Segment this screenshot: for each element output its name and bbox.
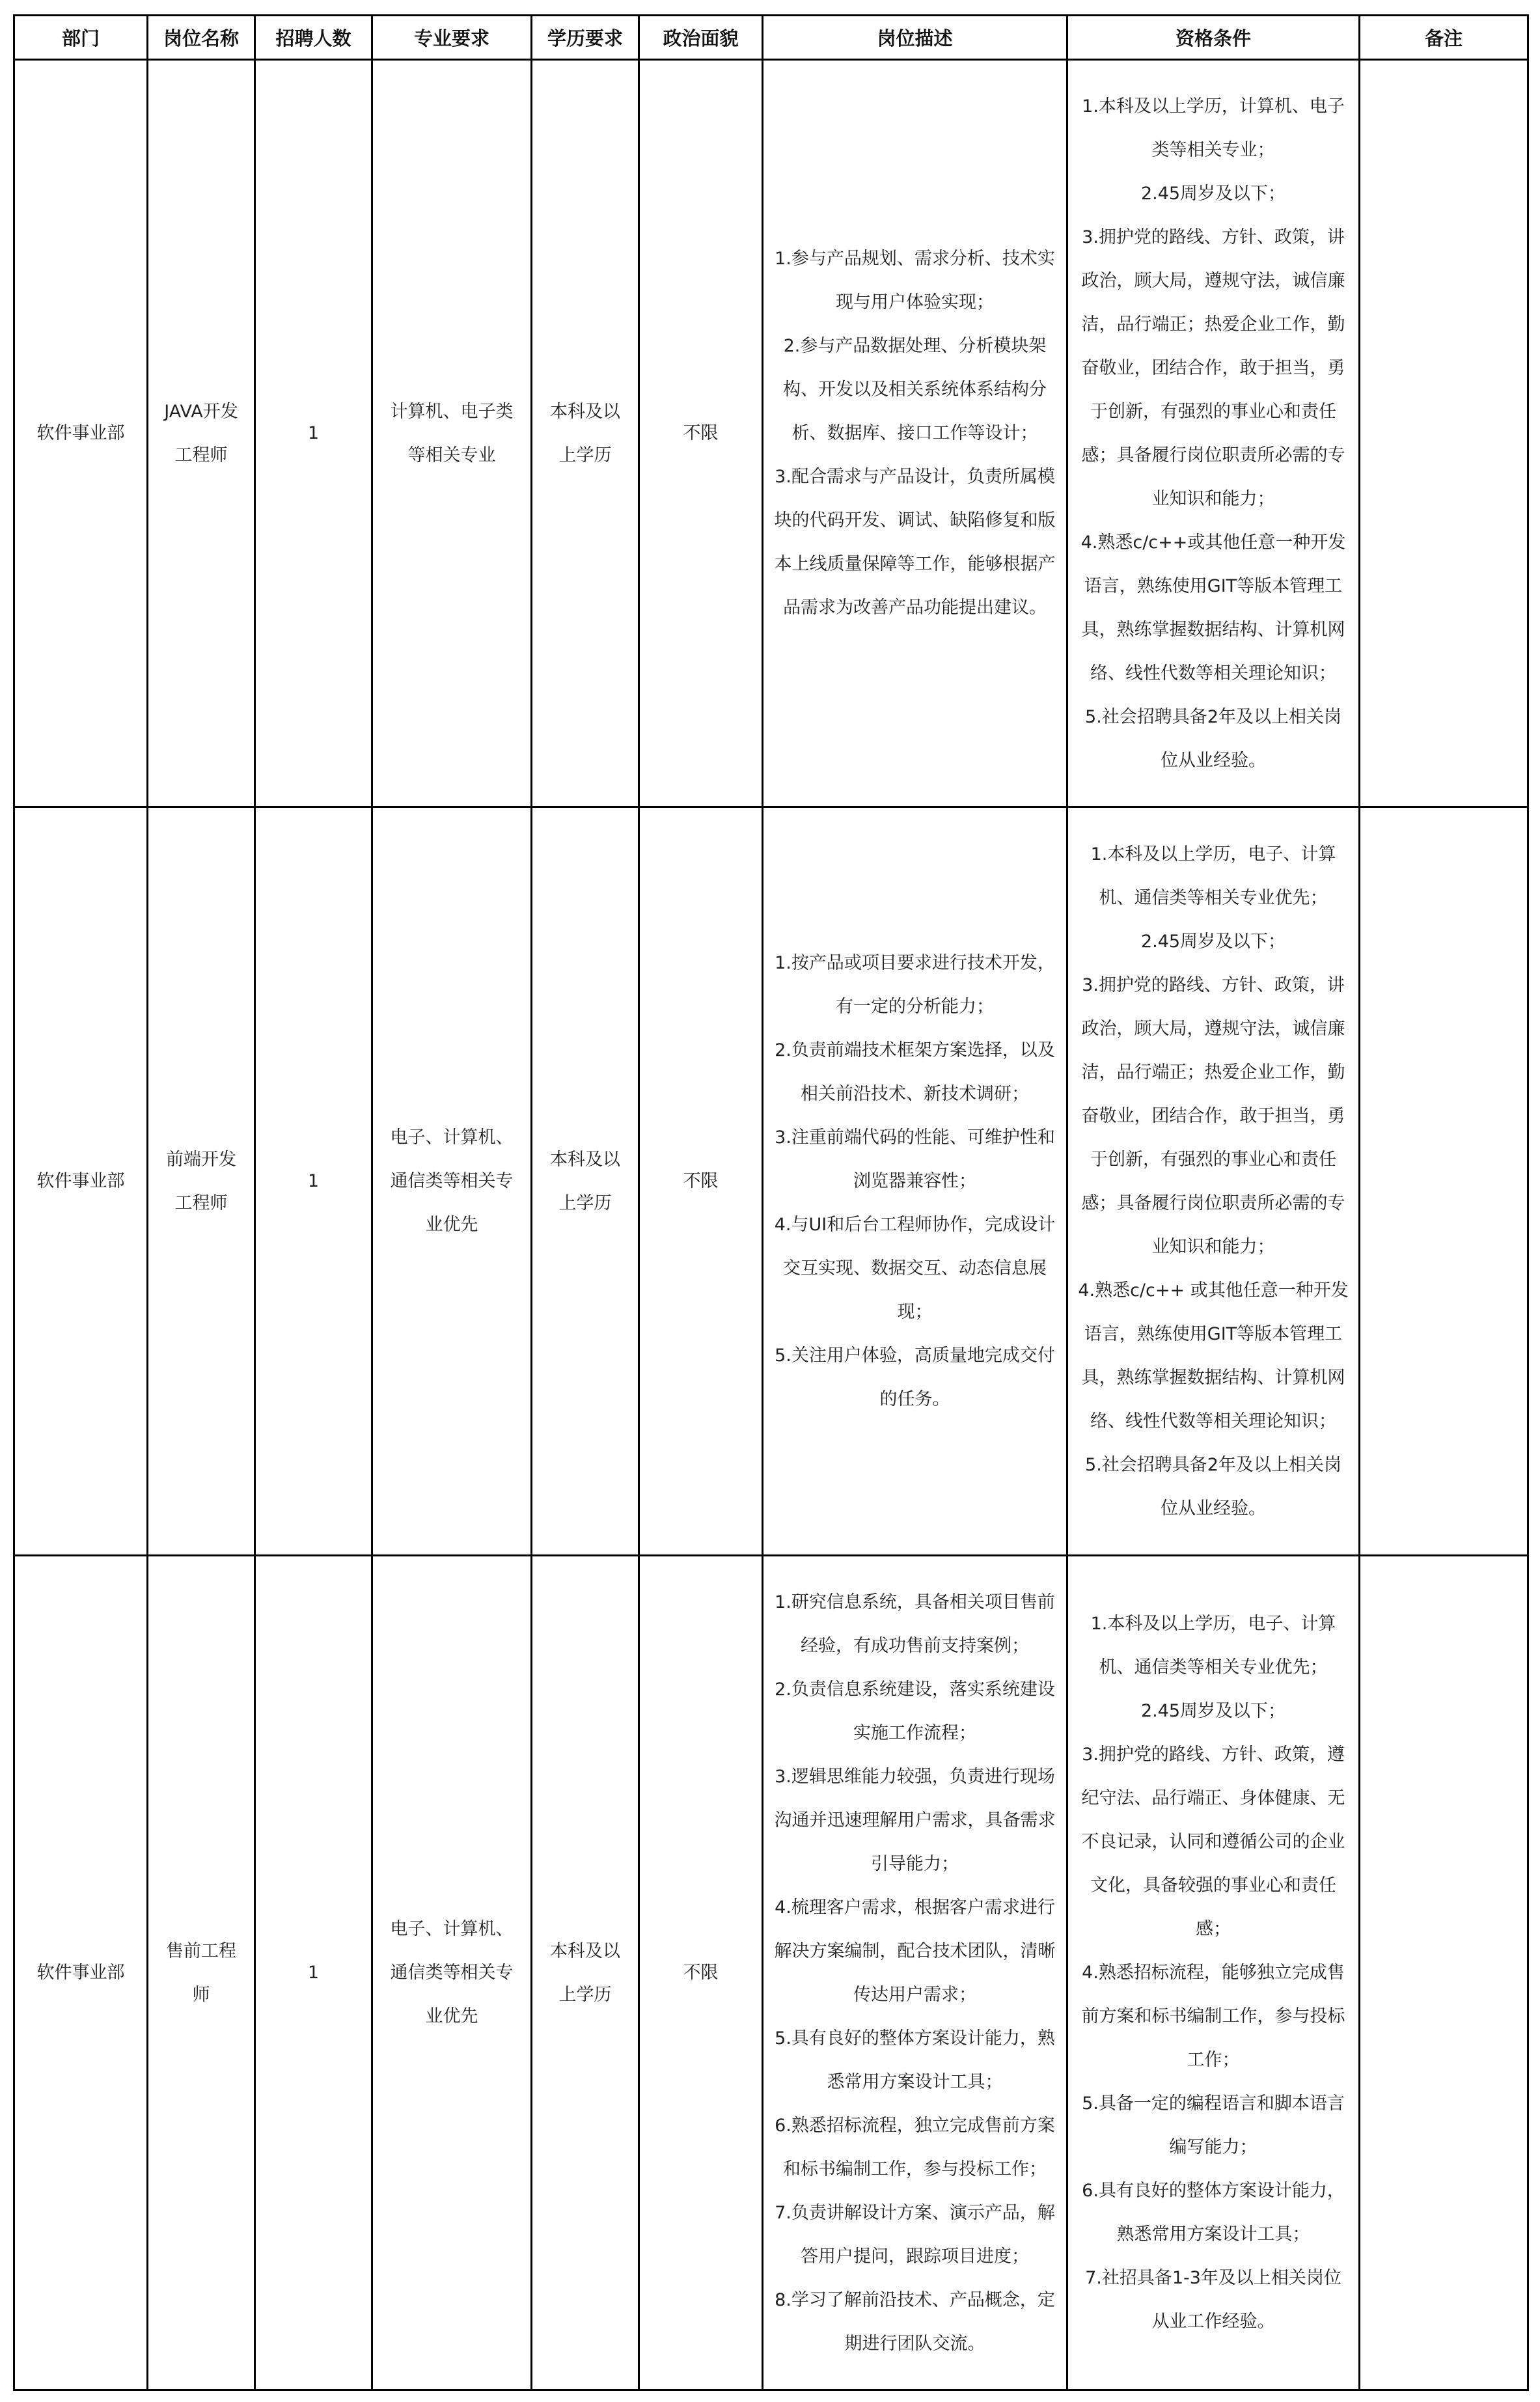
qualification-item: 2.45周岁及以下； [1140, 931, 1286, 952]
header-major: 专业要求 [372, 16, 532, 60]
table-row [14, 60, 1528, 807]
cell-major: 计算机、电子类等相关专业 [372, 60, 532, 807]
description-item: 8.学习了解前沿技术、产品概念，定期进行团队交流。 [775, 2289, 1055, 2354]
cell-education: 本科及以上学历 [532, 60, 639, 807]
cell-qualifications [1067, 1556, 1360, 2390]
description-item: 2.负责前端技术框架方案选择，以及相关前沿技术、新技术调研； [775, 1040, 1055, 1104]
cell-remarks [1360, 60, 1528, 807]
header-department: 部门 [14, 16, 148, 60]
cell-position: JAVA开发工程师 [148, 60, 255, 807]
qualification-item: 5.社会招聘具备2年及以上相关岗位从业经验。 [1085, 706, 1341, 771]
qualification-item: 2.45周岁及以下； [1140, 183, 1286, 204]
qualification-item: 1.本科及以上学历，电子、计算机、通信类等相关专业优先； [1090, 1614, 1336, 1677]
cell-education: 本科及以上学历 [532, 1556, 639, 2390]
cell-position: 售前工程师 [148, 1556, 255, 2390]
qualification-item: 3.拥护党的路线、方针、政策，讲政治，顾大局，遵规守法，诚信廉洁，品行端正；热爱企业工作，勤奋敬业，团结合作，敢于担当，勇于创新，有强烈的事业心和责任感；具备履行岗位职责所必需的专业知识和能力； [1081, 227, 1345, 509]
description-item: 2.参与产品数据处理、分析模块架构、开发以及相关系统体系结构分析、数据库、接口工作等设计； [783, 336, 1047, 443]
header-remarks: 备注 [1360, 16, 1528, 60]
qualification-item: 4.熟悉c/c++或其他任意一种开发语言，熟练使用GIT等版本管理工具，熟练掌握数据结构、计算机网络、线性代数等相关理论知识； [1080, 532, 1346, 683]
cell-department: 软件事业部 [14, 60, 148, 807]
cell-political-status: 不限 [639, 60, 763, 807]
header-qualifications: 资格条件 [1067, 16, 1360, 60]
cell-description [763, 1556, 1067, 2390]
cell-description [763, 60, 1067, 807]
description-item: 1.按产品或项目要求进行技术开发，有一定的分析能力； [775, 953, 1055, 1017]
cell-qualifications [1067, 807, 1360, 1556]
cell-description [763, 807, 1067, 1556]
recruitment-table [13, 14, 1529, 2391]
table-row [14, 807, 1528, 1556]
cell-qualifications [1067, 60, 1360, 807]
cell-headcount: 1 [255, 807, 372, 1556]
qualification-item: 3.拥护党的路线、方针、政策，讲政治，顾大局，遵规守法，诚信廉洁，品行端正；热爱企业工作，勤奋敬业，团结合作，敢于担当，勇于创新，有强烈的事业心和责任感；具备履行岗位职责所必需的专业知识和能力； [1081, 974, 1345, 1257]
qualification-item: 1.本科及以上学历，电子、计算机、通信类等相关专业优先； [1090, 844, 1336, 908]
table-row [14, 1556, 1528, 2390]
qualification-item: 4.熟悉c/c++ 或其他任意一种开发语言，熟练使用GIT等版本管理工具，熟练掌握数据结构、计算机网络、线性代数等相关理论知识； [1078, 1280, 1349, 1431]
header-position: 岗位名称 [148, 16, 255, 60]
description-item: 3.逻辑思维能力较强，负责进行现场沟通并迅速理解用户需求，具备需求引导能力； [774, 1766, 1056, 1874]
cell-headcount: 1 [255, 1556, 372, 2390]
qualification-item: 6.具有良好的整体方案设计能力，熟悉常用方案设计工具； [1082, 2181, 1345, 2244]
cell-major: 电子、计算机、通信类等相关专业优先 [372, 1556, 532, 2390]
qualification-item: 3.拥护党的路线、方针、政策，遵纪守法、品行端正、身体健康、无不良记录，认同和遵循公司的企业文化，具备较强的事业心和责任感； [1081, 1745, 1345, 1939]
description-item: 3.注重前端代码的性能、可维护性和浏览器兼容性； [775, 1127, 1055, 1191]
cell-remarks [1360, 1556, 1528, 2390]
cell-department: 软件事业部 [14, 1556, 148, 2390]
qualification-item: 1.本科及以上学历，计算机、电子类等相关专业； [1082, 96, 1345, 160]
description-item: 7.负责讲解设计方案、演示产品，解答用户提问，跟踪项目进度； [775, 2202, 1055, 2267]
cell-political-status: 不限 [639, 807, 763, 1556]
description-item: 1.研究信息系统，具备相关项目售前经验，有成功售前支持案例； [775, 1592, 1055, 1656]
description-item: 5.关注用户体验，高质量地完成交付的任务。 [775, 1346, 1055, 1409]
qualification-item: 5.具备一定的编程语言和脚本语言编写能力； [1082, 2093, 1345, 2157]
description-item: 6.熟悉招标流程，独立完成售前方案和标书编制工作，参与投标工作； [775, 2115, 1055, 2179]
qualification-item: 2.45周岁及以下； [1140, 1701, 1286, 1721]
header-row [14, 16, 1528, 60]
cell-position: 前端开发工程师 [148, 807, 255, 1556]
qualification-item: 4.熟悉招标流程，能够独立完成售前方案和标书编制工作，参与投标工作； [1081, 1963, 1345, 2070]
description-item: 5.具有良好的整体方案设计能力，熟悉常用方案设计工具； [775, 2028, 1055, 2092]
cell-political-status: 不限 [639, 1556, 763, 2390]
cell-department: 软件事业部 [14, 807, 148, 1556]
description-item: 1.参与产品规划、需求分析、技术实现与用户体验实现； [775, 249, 1055, 312]
description-item: 3.配合需求与产品设计，负责所属模块的代码开发、调试、缺陷修复和版本上线质量保障等工作，能够根据产品需求为改善产品功能提出建议。 [774, 467, 1056, 618]
description-item: 4.梳理客户需求，根据客户需求进行解决方案编制，配合技术团队，清晰传达用户需求； [774, 1897, 1056, 2005]
cell-headcount: 1 [255, 60, 372, 807]
cell-major: 电子、计算机、通信类等相关专业优先 [372, 807, 532, 1556]
qualification-item: 5.社会招聘具备2年及以上相关岗位从业经验。 [1085, 1454, 1341, 1519]
description-item: 2.负责信息系统建设，落实系统建设实施工作流程； [775, 1679, 1055, 1743]
qualification-item: 7.社招具备1-3年及以上相关岗位从业工作经验。 [1085, 2268, 1341, 2332]
header-headcount: 招聘人数 [255, 16, 372, 60]
cell-remarks [1360, 807, 1528, 1556]
header-description: 岗位描述 [763, 16, 1067, 60]
description-item: 4.与UI和后台工程师协作，完成设计交互实现、数据交互、动态信息展现； [774, 1215, 1056, 1322]
cell-education: 本科及以上学历 [532, 807, 639, 1556]
header-political-status: 政治面貌 [639, 16, 763, 60]
header-education: 学历要求 [532, 16, 639, 60]
